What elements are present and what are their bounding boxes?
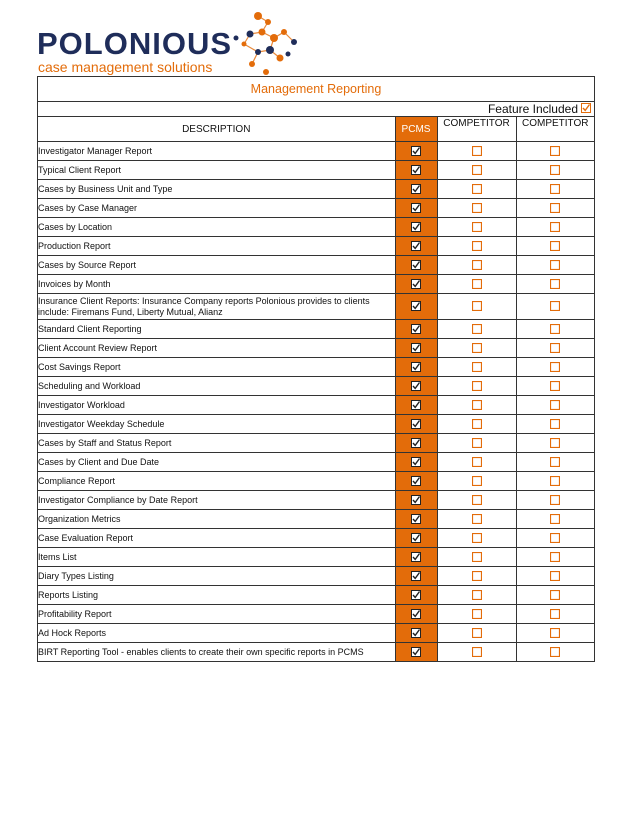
cell-competitor-1 — [437, 643, 516, 662]
table-row — [38, 453, 594, 472]
cell-competitor-1 — [437, 548, 516, 567]
table-row — [38, 510, 594, 529]
checked-checkbox-icon — [411, 609, 421, 619]
cell-competitor-2 — [516, 377, 594, 396]
cell-competitor-2 — [516, 142, 594, 161]
cell-pcms — [395, 199, 437, 218]
header-competitor-1: COMPETITOR — [437, 117, 516, 142]
empty-checkbox-icon — [550, 301, 560, 311]
empty-checkbox-icon — [472, 146, 482, 156]
empty-checkbox-icon — [472, 222, 482, 232]
checked-checkbox-icon — [411, 457, 421, 467]
cell-competitor-1 — [437, 510, 516, 529]
header-pcms: PCMS — [395, 117, 437, 142]
checked-checkbox-icon — [411, 647, 421, 657]
cell-competitor-2 — [516, 624, 594, 643]
cell-competitor-1 — [437, 624, 516, 643]
checked-checkbox-icon — [581, 103, 591, 113]
row-description: Standard Client Reporting — [38, 320, 395, 339]
checked-checkbox-icon — [411, 279, 421, 289]
cell-pcms — [395, 605, 437, 624]
cell-competitor-1 — [437, 377, 516, 396]
cell-competitor-2 — [516, 358, 594, 377]
cell-competitor-2 — [516, 396, 594, 415]
cell-competitor-1 — [437, 586, 516, 605]
table-row — [38, 320, 594, 339]
empty-checkbox-icon — [472, 343, 482, 353]
cell-competitor-2 — [516, 275, 594, 294]
checked-checkbox-icon — [411, 146, 421, 156]
row-description: Investigator Weekday Schedule — [38, 415, 395, 434]
table-row — [38, 358, 594, 377]
cell-competitor-1 — [437, 218, 516, 237]
cell-pcms — [395, 529, 437, 548]
empty-checkbox-icon — [472, 514, 482, 524]
table-row — [38, 339, 594, 358]
cell-pcms — [395, 415, 437, 434]
sheet-title: Management Reporting — [38, 77, 594, 102]
table-row — [38, 434, 594, 453]
row-description: Investigator Compliance by Date Report — [38, 491, 395, 510]
empty-checkbox-icon — [472, 457, 482, 467]
empty-checkbox-icon — [550, 419, 560, 429]
table-row — [38, 472, 594, 491]
row-description: Cases by Case Manager — [38, 199, 395, 218]
checked-checkbox-icon — [411, 419, 421, 429]
cell-pcms — [395, 294, 437, 320]
row-description: Reports Listing — [38, 586, 395, 605]
cell-pcms — [395, 377, 437, 396]
cell-competitor-2 — [516, 567, 594, 586]
cell-competitor-1 — [437, 396, 516, 415]
empty-checkbox-icon — [550, 457, 560, 467]
empty-checkbox-icon — [472, 279, 482, 289]
cell-pcms — [395, 453, 437, 472]
cell-competitor-1 — [437, 142, 516, 161]
empty-checkbox-icon — [472, 301, 482, 311]
empty-checkbox-icon — [550, 476, 560, 486]
table-row — [38, 199, 594, 218]
cell-competitor-1 — [437, 491, 516, 510]
cell-competitor-1 — [437, 472, 516, 491]
table-row — [38, 180, 594, 199]
checked-checkbox-icon — [411, 400, 421, 410]
empty-checkbox-icon — [472, 184, 482, 194]
cell-competitor-2 — [516, 294, 594, 320]
table-row — [38, 567, 594, 586]
cell-pcms — [395, 510, 437, 529]
row-description: Items List — [38, 548, 395, 567]
table-row — [38, 294, 594, 320]
checked-checkbox-icon — [411, 495, 421, 505]
empty-checkbox-icon — [550, 222, 560, 232]
cell-competitor-2 — [516, 237, 594, 256]
cell-pcms — [395, 643, 437, 662]
empty-checkbox-icon — [472, 533, 482, 543]
feature-comparison-table — [38, 117, 594, 662]
table-row — [38, 415, 594, 434]
cell-competitor-1 — [437, 453, 516, 472]
cell-pcms — [395, 491, 437, 510]
empty-checkbox-icon — [550, 203, 560, 213]
row-description: Investigator Manager Report — [38, 142, 395, 161]
empty-checkbox-icon — [472, 203, 482, 213]
cell-competitor-2 — [516, 510, 594, 529]
row-description: Ad Hock Reports — [38, 624, 395, 643]
empty-checkbox-icon — [472, 324, 482, 334]
checked-checkbox-icon — [411, 203, 421, 213]
cell-competitor-1 — [437, 567, 516, 586]
table-row — [38, 586, 594, 605]
checked-checkbox-icon — [411, 476, 421, 486]
cell-competitor-2 — [516, 320, 594, 339]
table-row — [38, 624, 594, 643]
empty-checkbox-icon — [472, 609, 482, 619]
table-row — [38, 275, 594, 294]
row-description: Cases by Source Report — [38, 256, 395, 275]
empty-checkbox-icon — [472, 647, 482, 657]
cell-competitor-2 — [516, 643, 594, 662]
table-row — [38, 548, 594, 567]
table-row — [38, 396, 594, 415]
table-row — [38, 529, 594, 548]
empty-checkbox-icon — [550, 647, 560, 657]
checked-checkbox-icon — [411, 260, 421, 270]
cell-competitor-1 — [437, 605, 516, 624]
empty-checkbox-icon — [550, 184, 560, 194]
cell-pcms — [395, 472, 437, 491]
checked-checkbox-icon — [411, 301, 421, 311]
cell-pcms — [395, 161, 437, 180]
cell-pcms — [395, 434, 437, 453]
empty-checkbox-icon — [550, 165, 560, 175]
empty-checkbox-icon — [550, 241, 560, 251]
cell-pcms — [395, 396, 437, 415]
cell-competitor-2 — [516, 415, 594, 434]
empty-checkbox-icon — [472, 438, 482, 448]
table-row — [38, 161, 594, 180]
row-description: Typical Client Report — [38, 161, 395, 180]
empty-checkbox-icon — [550, 514, 560, 524]
cell-pcms — [395, 339, 437, 358]
checked-checkbox-icon — [411, 324, 421, 334]
empty-checkbox-icon — [472, 590, 482, 600]
cell-competitor-2 — [516, 339, 594, 358]
checked-checkbox-icon — [411, 241, 421, 251]
cell-competitor-1 — [437, 237, 516, 256]
empty-checkbox-icon — [550, 279, 560, 289]
row-description: Cost Savings Report — [38, 358, 395, 377]
row-description: Cases by Location — [38, 218, 395, 237]
checked-checkbox-icon — [411, 590, 421, 600]
cell-competitor-1 — [437, 529, 516, 548]
empty-checkbox-icon — [550, 571, 560, 581]
table-row — [38, 218, 594, 237]
empty-checkbox-icon — [550, 495, 560, 505]
cell-competitor-2 — [516, 256, 594, 275]
checked-checkbox-icon — [411, 438, 421, 448]
logo-tagline: case management solutions — [38, 59, 213, 75]
checked-checkbox-icon — [411, 343, 421, 353]
cell-competitor-1 — [437, 199, 516, 218]
management-reporting-sheet — [37, 76, 595, 662]
cell-pcms — [395, 320, 437, 339]
molecule-logo-icon — [222, 8, 306, 78]
row-description: Profitability Report — [38, 605, 395, 624]
cell-competitor-2 — [516, 586, 594, 605]
cell-competitor-2 — [516, 472, 594, 491]
cell-competitor-1 — [437, 294, 516, 320]
row-description: Client Account Review Report — [38, 339, 395, 358]
cell-competitor-2 — [516, 199, 594, 218]
table-row — [38, 256, 594, 275]
cell-pcms — [395, 624, 437, 643]
row-description: Cases by Staff and Status Report — [38, 434, 395, 453]
checked-checkbox-icon — [411, 362, 421, 372]
table-row — [38, 491, 594, 510]
cell-competitor-1 — [437, 161, 516, 180]
empty-checkbox-icon — [472, 381, 482, 391]
empty-checkbox-icon — [472, 552, 482, 562]
empty-checkbox-icon — [550, 343, 560, 353]
cell-competitor-2 — [516, 434, 594, 453]
row-description: Insurance Client Reports: Insurance Company reports Polonious provides to clients include: Firemans Fund, Liberty Mutual, Alianz — [38, 294, 395, 320]
cell-competitor-1 — [437, 434, 516, 453]
cell-competitor-1 — [437, 256, 516, 275]
row-description: Organization Metrics — [38, 510, 395, 529]
row-description: Compliance Report — [38, 472, 395, 491]
cell-competitor-2 — [516, 218, 594, 237]
cell-pcms — [395, 237, 437, 256]
empty-checkbox-icon — [550, 324, 560, 334]
checked-checkbox-icon — [411, 184, 421, 194]
checked-checkbox-icon — [411, 165, 421, 175]
checked-checkbox-icon — [411, 628, 421, 638]
row-description: Cases by Business Unit and Type — [38, 180, 395, 199]
table-row — [38, 237, 594, 256]
cell-pcms — [395, 586, 437, 605]
row-description: BIRT Reporting Tool - enables clients to create their own specific reports in PCMS — [38, 643, 395, 662]
empty-checkbox-icon — [472, 400, 482, 410]
empty-checkbox-icon — [550, 438, 560, 448]
empty-checkbox-icon — [472, 419, 482, 429]
empty-checkbox-icon — [550, 533, 560, 543]
cell-pcms — [395, 567, 437, 586]
cell-competitor-2 — [516, 491, 594, 510]
cell-competitor-1 — [437, 415, 516, 434]
empty-checkbox-icon — [472, 362, 482, 372]
cell-competitor-2 — [516, 161, 594, 180]
header-competitor-2: COMPETITOR — [516, 117, 594, 142]
cell-competitor-1 — [437, 180, 516, 199]
feature-included-label: Feature Included — [487, 102, 578, 116]
table-row — [38, 377, 594, 396]
row-description: Scheduling and Workload — [38, 377, 395, 396]
table-row — [38, 605, 594, 624]
polonious-logo — [36, 8, 306, 78]
cell-competitor-2 — [516, 605, 594, 624]
cell-pcms — [395, 218, 437, 237]
checked-checkbox-icon — [411, 571, 421, 581]
empty-checkbox-icon — [550, 381, 560, 391]
empty-checkbox-icon — [550, 628, 560, 638]
cell-pcms — [395, 548, 437, 567]
table-row — [38, 643, 594, 662]
empty-checkbox-icon — [550, 590, 560, 600]
cell-pcms — [395, 142, 437, 161]
empty-checkbox-icon — [550, 260, 560, 270]
empty-checkbox-icon — [550, 146, 560, 156]
cell-competitor-1 — [437, 358, 516, 377]
empty-checkbox-icon — [472, 495, 482, 505]
table-row — [38, 142, 594, 161]
empty-checkbox-icon — [472, 165, 482, 175]
checked-checkbox-icon — [411, 533, 421, 543]
row-description: Invoices by Month — [38, 275, 395, 294]
empty-checkbox-icon — [472, 571, 482, 581]
cell-pcms — [395, 358, 437, 377]
cell-competitor-2 — [516, 548, 594, 567]
row-description: Diary Types Listing — [38, 567, 395, 586]
cell-competitor-1 — [437, 339, 516, 358]
row-description: Investigator Workload — [38, 396, 395, 415]
cell-competitor-1 — [437, 275, 516, 294]
empty-checkbox-icon — [550, 400, 560, 410]
row-description: Production Report — [38, 237, 395, 256]
header-description: DESCRIPTION — [38, 117, 395, 142]
empty-checkbox-icon — [550, 552, 560, 562]
feature-included-legend — [38, 102, 594, 117]
empty-checkbox-icon — [472, 260, 482, 270]
empty-checkbox-icon — [472, 241, 482, 251]
empty-checkbox-icon — [472, 476, 482, 486]
checked-checkbox-icon — [411, 514, 421, 524]
cell-competitor-2 — [516, 180, 594, 199]
checked-checkbox-icon — [411, 381, 421, 391]
checked-checkbox-icon — [411, 222, 421, 232]
cell-pcms — [395, 275, 437, 294]
cell-pcms — [395, 256, 437, 275]
cell-competitor-1 — [437, 320, 516, 339]
cell-competitor-2 — [516, 453, 594, 472]
checked-checkbox-icon — [411, 552, 421, 562]
empty-checkbox-icon — [550, 362, 560, 372]
row-description: Case Evaluation Report — [38, 529, 395, 548]
cell-competitor-2 — [516, 529, 594, 548]
row-description: Cases by Client and Due Date — [38, 453, 395, 472]
cell-pcms — [395, 180, 437, 199]
logo-wordmark: POLONIOUS — [37, 26, 233, 61]
empty-checkbox-icon — [550, 609, 560, 619]
empty-checkbox-icon — [472, 628, 482, 638]
